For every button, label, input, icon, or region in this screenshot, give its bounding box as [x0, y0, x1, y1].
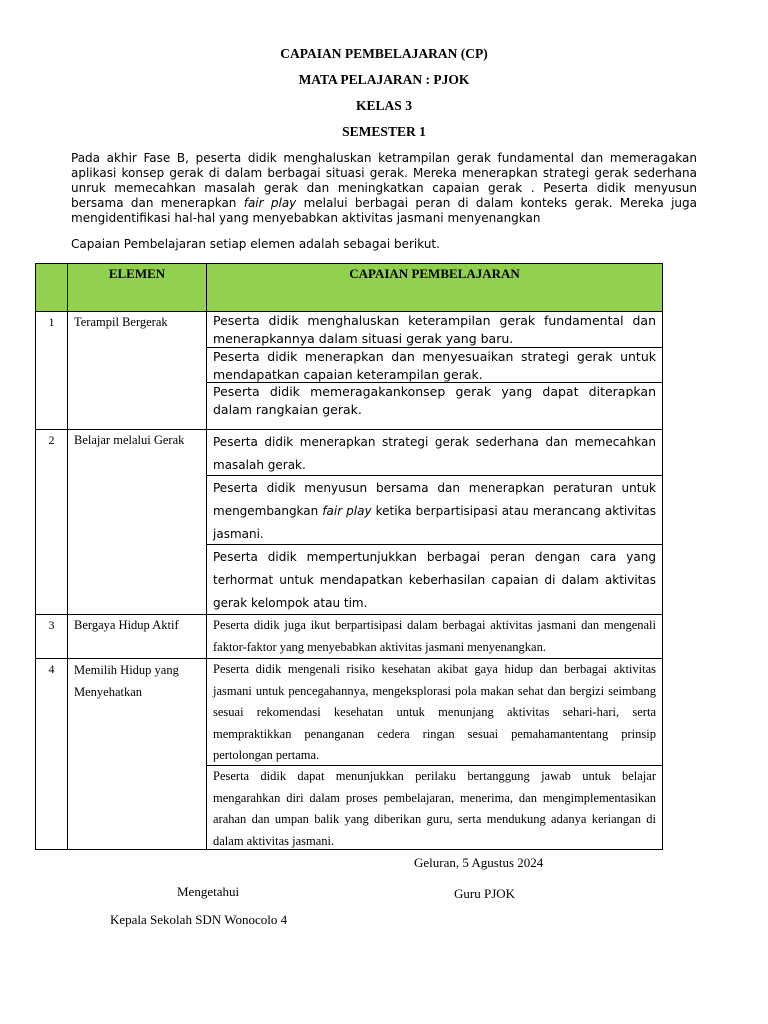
- cp-item: Peserta didik mempertunjukkan berbagai peran dengan cara yang terhormat untuk mendapatkan keberhasilan capaian di dalam aktivitas gerak kelompok atau tim.: [213, 550, 656, 610]
- header-element: ELEMEN: [68, 264, 207, 312]
- row-cp-cell: [207, 430, 663, 615]
- row-number: 3: [36, 615, 68, 659]
- cp-text-1: Peserta didik menyusun bersama dan menerapkan peraturan untuk mengembangkan: [213, 481, 656, 518]
- cp-item: Peserta didik mengenali risiko kesehatan akibat gaya hidup dan berbagai aktivitas jasmani untuk pencegahannya, mengeksplorasi pola makan sehat dan bergizi seimbang sesuai rekomendasi kesehatan untuk menunjang aktivitas sehari-hari, serta mempraktikkan penanganan cedera ringan sesuai pemahamantentang prinsip pertolongan pertama.: [207, 659, 662, 766]
- subject-heading: MATA PELAJARAN : PJOK: [298, 72, 470, 87]
- row-number: 1: [36, 312, 68, 430]
- table-row: [36, 659, 663, 850]
- grade-heading: KELAS 3: [356, 98, 412, 113]
- row-number: 4: [36, 659, 68, 850]
- cp-item: Peserta didik menerapkan dan menyesuaikan strategi gerak untuk mendapatkan capaian keterampilan gerak.: [207, 348, 662, 383]
- table-row: [36, 615, 663, 659]
- header-number: [36, 264, 68, 312]
- cp-item: Peserta didik memeragakankonsep gerak yang dapat diterapkan dalam rangkaian gerak.: [213, 384, 656, 417]
- cp-item: [207, 476, 662, 545]
- place-date: Geluran, 5 Agustus 2024: [414, 855, 544, 870]
- intro-subtitle: Capaian Pembelajaran setiap elemen adalah sebagai berikut.: [71, 237, 440, 251]
- document-title: CAPAIAN PEMBELAJARAN (CP): [280, 46, 488, 61]
- row-cp-cell: [207, 615, 663, 659]
- row-cp-cell: [207, 659, 663, 850]
- intro-text-2: melalui berbagai peran di dalam konteks gerak. Mereka juga mengidentifikasi hal-hal yang menyebabkan aktivitas jasmani menyenangkan: [71, 196, 697, 225]
- intro-text-1: Pada akhir Fase B, peserta didik menghaluskan ketrampilan gerak fundamental dan memeragakan aplikasi konsep gerak di dalam berbagai situasi gerak. Mereka menerapkan strategi gerak sederhana unruk memecahkan masalah gerak dan meningkatkan capaian gerak . Peserta didik menyusun bersama dan menerapkan: [71, 151, 697, 210]
- intro-paragraph: [71, 151, 697, 226]
- cp-item: Peserta didik juga ikut berpartisipasi dalam berbagai aktivitas jasmani dan mengenali faktor-faktor yang menyebabkan aktivitas jasmani menyenangkan.: [213, 618, 656, 654]
- cp-item: Peserta didik dapat menunjukkan perilaku bertanggung jawab untuk belajar mengarahkan diri dalam proses pembelajaran, menerima, dan mengimplementasikan arahan dan umpan balik yang diberikan guru, serta mendukung adanya keriangan di dalam aktivitas jasmani.: [213, 769, 656, 848]
- row-cp-cell: [207, 312, 663, 430]
- table-row: [36, 430, 663, 615]
- cp-fair-play: fair play: [322, 504, 372, 518]
- semester-heading: SEMESTER 1: [342, 124, 426, 139]
- row-element: Memilih Hidup yang Menyehatkan: [68, 659, 207, 850]
- header-cp: CAPAIAN PEMBELAJARAN: [207, 264, 663, 312]
- table-row: [36, 312, 663, 430]
- cp-item: Peserta didik menghaluskan keterampilan gerak fundamental dan menerapkannya dalam situasi gerak yang baru.: [207, 312, 662, 348]
- principal-title: Kepala Sekolah SDN Wonocolo 4: [110, 912, 288, 927]
- intro-fair-play: fair play: [243, 196, 297, 210]
- cp-text-2: ketika berpartisipasi atau merancang aktivitas jasmani.: [213, 504, 656, 541]
- row-element: Bergaya Hidup Aktif: [68, 615, 207, 659]
- row-element: Terampil Bergerak: [68, 312, 207, 430]
- cp-item: Peserta didik menerapkan strategi gerak sederhana dan memecahkan masalah gerak.: [207, 430, 662, 476]
- row-element: Belajar melalui Gerak: [68, 430, 207, 615]
- table-header-row: [36, 264, 663, 312]
- row-number: 2: [36, 430, 68, 615]
- cp-table: [35, 263, 663, 850]
- teacher-title: Guru PJOK: [454, 886, 516, 901]
- acknowledged-label: Mengetahui: [177, 884, 240, 899]
